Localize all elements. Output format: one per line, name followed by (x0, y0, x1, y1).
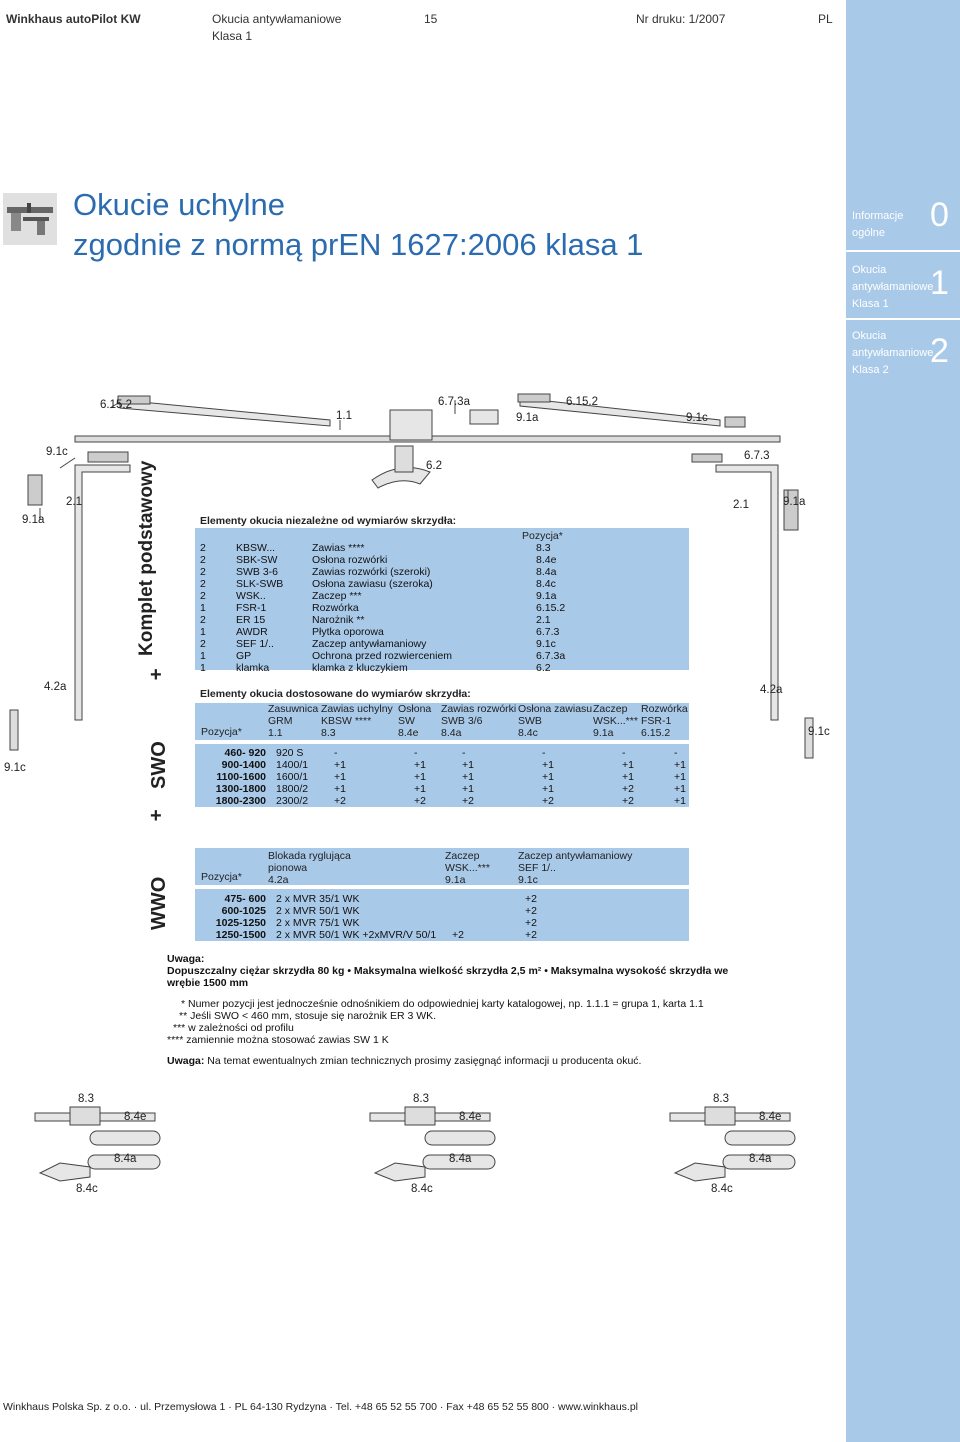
column-header (268, 850, 351, 886)
table1-pos-header: Pozycja* (522, 530, 563, 542)
table-cell: +1 (334, 783, 346, 795)
table-cell (450, 917, 523, 929)
column-header-line: KBSW **** (321, 715, 372, 727)
table-cell: +1 (334, 759, 346, 771)
column-header-line: Zawias uchylny (321, 703, 393, 715)
label-4-2a: 4.2a (760, 684, 783, 696)
tab-label: antywłamaniowe (852, 281, 934, 293)
table-cell (450, 905, 523, 917)
label-6-7-3a: 6.7.3a (438, 396, 470, 408)
hinge-label: 8.4a (114, 1153, 137, 1165)
table-row (198, 566, 567, 578)
hinge-drawing (30, 1103, 170, 1193)
table-cell: 2 (200, 590, 206, 602)
column-header-line: pionowa (268, 862, 308, 874)
label-6-2: 6.2 (426, 460, 442, 472)
column-header-line: 4.2a (268, 874, 289, 886)
column-header-line: SWB 3/6 (441, 715, 483, 727)
table-cell: - (414, 747, 418, 759)
label-9-1c: 9.1c (46, 446, 68, 458)
note-weight-limits: Dopuszczalny ciężar skrzydła 80 kg • Maksymalna wielkość skrzydła 2,5 m² • Maksymalna wysokość skrzydła we (167, 965, 729, 977)
table-cell: +2 (542, 795, 554, 807)
size-range: 460- 920 (224, 747, 266, 759)
column-header-line: WSK...*** (445, 862, 490, 874)
window-profile-icon (3, 193, 57, 245)
section-label-komplet (136, 460, 157, 656)
table-cell: KBSW... (236, 542, 276, 554)
page-title-line1: Okucie uchylne (73, 187, 285, 222)
plus-sign: + (150, 805, 162, 827)
table-cell: 1400/1 (276, 759, 309, 771)
column-header-line: Blokada ryglująca (268, 850, 351, 862)
table-row (198, 590, 567, 602)
column-header-line: 8.4e (398, 727, 419, 739)
tab-number: 0 (930, 196, 949, 234)
table-cell: +1 (542, 783, 554, 795)
table-cell: klamka z kluczykiem (312, 662, 408, 674)
hinge-label: 8.3 (413, 1093, 429, 1105)
label-9-1a: 9.1a (783, 496, 806, 508)
notes-block (167, 953, 837, 989)
size-range: 1250-1500 (215, 929, 266, 941)
column-header-line: 8.3 (321, 727, 336, 739)
column-header (518, 850, 632, 886)
size-range: 1025-1250 (215, 917, 266, 929)
footnotes (167, 998, 837, 1046)
column-header-line: Zaczep (445, 850, 480, 862)
footer-address: Winkhaus Polska Sp. z o.o. · ul. Przemysłowa 1 · PL 64-130 Rydzyna · Tel. +48 65 52 55 700 · Fax +48 65 52 55 800 · www.winkhaus.pl (3, 1401, 639, 1413)
tab-klasa-1[interactable] (852, 262, 933, 313)
label-1-1: 1.1 (336, 410, 352, 422)
table-cell: +2 (525, 929, 537, 941)
label-6-7-3: 6.7.3 (744, 450, 770, 462)
table-cell: +1 (414, 759, 426, 771)
tab-divider (846, 250, 960, 252)
label-9-1c: 9.1c (808, 726, 830, 738)
table-cell: 1800/2 (276, 783, 309, 795)
table-row (198, 626, 567, 638)
table-cell: +1 (674, 771, 686, 783)
table-cell: GP (236, 650, 252, 662)
column-header (518, 703, 592, 739)
table-row (198, 905, 539, 917)
tab-number: 1 (930, 264, 949, 302)
column-header-line: SW (398, 715, 415, 727)
table-cell: AWDR (236, 626, 268, 638)
table-cell: 2300/2 (276, 795, 309, 807)
section-label-swo: SWO (148, 741, 170, 789)
column-header (441, 703, 516, 739)
print-number: Nr druku: 1/2007 (636, 12, 726, 26)
table-cell: - (622, 747, 626, 759)
footnote-2: ** Jeśli SWO < 460 mm, stosuje się narożnik ER 3 WK. (179, 1010, 437, 1022)
note-heading: Uwaga: (167, 1055, 205, 1067)
table-cell: 6.7.3a (536, 650, 566, 662)
hinge-drawing (365, 1103, 505, 1193)
table-cell: +2 (414, 795, 426, 807)
table-cell: 2 x MVR 50/1 WK (276, 905, 360, 917)
tab-label: Klasa 2 (852, 364, 889, 376)
column-header-line: Zaczep antywłamaniowy (518, 850, 633, 862)
table-cell: 9.1a (536, 590, 557, 602)
header-category: Okucia antywłamaniowe (212, 12, 342, 26)
tab-label: Okucia (852, 330, 887, 342)
table-cell (450, 893, 523, 905)
table-row (198, 554, 567, 566)
table-row (198, 747, 716, 759)
table-cell: +2 (525, 917, 537, 929)
table-cell: Osłona rozwórki (312, 554, 388, 566)
table-cell: +1 (414, 783, 426, 795)
table-cell: - (334, 747, 338, 759)
table2 (198, 747, 716, 807)
table-cell: SEF 1/.. (236, 638, 274, 650)
tab-label: Klasa 1 (852, 298, 889, 310)
note-changes-text: Na temat ewentualnych zmian technicznych prosimy zasięgnąć informacji u producenta okuć. (207, 1055, 642, 1067)
plus-sign: + (150, 664, 162, 686)
column-header-line: Rozwórka (641, 703, 688, 715)
footnote-4: **** zamiennie można stosować zawias SW 1 K (167, 1034, 389, 1046)
table-cell: 8.4c (536, 578, 556, 590)
hinge-label: 8.4e (459, 1111, 482, 1123)
hinge-label: 8.4c (411, 1183, 433, 1195)
column-header-line: Zawias rozwórki (441, 703, 517, 715)
column-header-line: 8.4c (518, 727, 538, 739)
table-cell: SBK-SW (236, 554, 278, 566)
note-changes (167, 1055, 837, 1067)
table2-pos-label: Pozycja* (201, 726, 242, 738)
table-cell: 6.2 (536, 662, 551, 674)
size-range: 475- 600 (224, 893, 266, 905)
table-row (198, 795, 716, 807)
table-cell: +1 (462, 771, 474, 783)
column-header (398, 703, 431, 739)
brand-name: Winkhaus autoPilot KW (6, 12, 141, 26)
column-header-line: 1.1 (268, 727, 283, 739)
column-header (321, 703, 393, 739)
column-header-line: GRM (268, 715, 293, 727)
table3 (198, 893, 539, 941)
column-header-line: Zaczep (593, 703, 628, 715)
table-cell: +2 (622, 795, 634, 807)
table-cell: 6.7.3 (536, 626, 560, 638)
table-cell: Zaczep *** (312, 590, 362, 602)
table-cell: FSR-1 (236, 602, 267, 614)
table-cell: +2 (462, 795, 474, 807)
label-2-1: 2.1 (733, 499, 749, 511)
table-cell: Ochrona przed rozwierceniem (312, 650, 453, 662)
label-9-1c: 9.1c (686, 412, 708, 424)
size-range: 1300-1800 (215, 783, 266, 795)
size-range: 1800-2300 (215, 795, 266, 807)
label-6-15-2: 6.15.2 (100, 399, 132, 411)
section-label-wwo: WWO (148, 876, 170, 930)
table-cell: +1 (622, 771, 634, 783)
table-cell: +2 (525, 893, 537, 905)
note-heading: Uwaga: (167, 953, 205, 965)
column-header-line: SWB (518, 715, 542, 727)
table-cell: +1 (462, 783, 474, 795)
table-row (198, 783, 716, 795)
table-cell: 2 x MVR 50/1 WK +2xMVR/V 50/1 (276, 929, 437, 941)
column-header-line: 9.1a (593, 727, 614, 739)
table-row (198, 650, 567, 662)
hinge-drawing (665, 1103, 805, 1193)
table-cell: 2 (200, 542, 206, 554)
label-9-1c: 9.1c (4, 762, 26, 774)
table-cell: 2 x MVR 35/1 WK (276, 893, 360, 905)
table-cell: klamka (236, 662, 270, 674)
tab-label: Okucia (852, 264, 887, 276)
hinge-label: 8.4e (759, 1111, 782, 1123)
column-header (641, 703, 688, 739)
table-cell: +1 (334, 771, 346, 783)
table-cell: - (462, 747, 466, 759)
label-2-1: 2.1 (66, 496, 82, 508)
table-cell: SLK-SWB (236, 578, 284, 590)
table-cell: SWB 3-6 (236, 566, 279, 578)
table-cell: +2 (622, 783, 634, 795)
table-cell: +1 (414, 771, 426, 783)
section-label-text: Komplet podstawowy (136, 460, 157, 656)
table-cell: +2 (525, 905, 537, 917)
tab-label: antywłamaniowe (852, 347, 934, 359)
table-row (198, 614, 567, 626)
table-cell: 2 x MVR 75/1 WK (276, 917, 360, 929)
table-row (198, 638, 567, 650)
column-header-line: Osłona (398, 703, 432, 715)
table-cell: 1600/1 (276, 771, 309, 783)
table-cell: +2 (452, 929, 464, 941)
table-cell: 8.4e (536, 554, 557, 566)
tab-informacje[interactable] (852, 208, 903, 242)
table-cell: 6.15.2 (536, 602, 566, 614)
footnote-3: *** w zależności od profilu (173, 1022, 294, 1034)
table-cell: 1 (200, 650, 206, 662)
column-header (268, 703, 318, 739)
table-cell: Narożnik ** (312, 614, 365, 626)
table-cell: 2 (200, 578, 206, 590)
table-row (198, 602, 567, 614)
table-cell: 2 (200, 566, 206, 578)
column-header-line: Osłona zawiasu (518, 703, 593, 715)
column-header-line: 6.15.2 (641, 727, 671, 739)
table-row (198, 917, 539, 929)
size-range: 900-1400 (221, 759, 266, 771)
column-header-line: SEF 1/.. (518, 862, 556, 874)
column-header (445, 850, 490, 886)
table-row (198, 893, 539, 905)
hinge-label: 8.4c (711, 1183, 733, 1195)
table-cell: ER 15 (236, 614, 266, 626)
language-code: PL (818, 12, 833, 26)
column-header (593, 703, 638, 739)
page-number: 15 (424, 12, 438, 26)
table-cell: Zaczep antywłamaniowy (312, 638, 427, 650)
table-cell: +2 (334, 795, 346, 807)
table-row (198, 542, 567, 554)
hinge-label: 8.3 (713, 1093, 729, 1105)
column-header-line: FSR-1 (641, 715, 672, 727)
table3-pos-label: Pozycja* (201, 871, 242, 883)
size-range: 600-1025 (221, 905, 266, 917)
hinge-label: 8.4e (124, 1111, 147, 1123)
column-header-line: 8.4a (441, 727, 462, 739)
table-cell: 8.3 (536, 542, 551, 554)
footnote-1: * Numer pozycji jest jednocześnie odnośnikiem do odpowiedniej karty katalogowej, np. 1.1.1 = grupa 1, karta 1.1 (181, 998, 704, 1010)
tab-label: ogólne (852, 227, 886, 239)
table-cell: 1 (200, 626, 206, 638)
table-cell: 8.4a (536, 566, 557, 578)
table-cell: Rozwórka (312, 602, 359, 614)
table-cell: +1 (674, 783, 686, 795)
tab-number: 2 (930, 332, 949, 370)
table-cell: +1 (462, 759, 474, 771)
table-cell: 2 (200, 614, 206, 626)
page-title-line2: zgodnie z normą prEN 1627:2006 klasa 1 (73, 227, 644, 262)
label-6-15-2: 6.15.2 (566, 396, 598, 408)
table-cell: +1 (622, 759, 634, 771)
table-cell: - (674, 747, 678, 759)
column-header-line: WSK...*** (593, 715, 638, 727)
hinge-label: 8.4a (449, 1153, 472, 1165)
hinge-label: 8.3 (78, 1093, 94, 1105)
label-9-1a: 9.1a (516, 412, 539, 424)
tab-klasa-2[interactable] (852, 328, 933, 379)
table-cell: WSK.. (236, 590, 266, 602)
table-cell: 2 (200, 638, 206, 650)
size-range: 1100-1600 (216, 771, 266, 783)
table-cell: 2 (200, 554, 206, 566)
table-cell: Zawias rozwórki (szeroki) (312, 566, 431, 578)
table-cell: - (542, 747, 546, 759)
table-cell: 9.1c (536, 638, 556, 650)
table1 (198, 542, 567, 674)
column-header-line: 9.1c (518, 874, 538, 886)
table-row (198, 662, 567, 674)
note-height-limit: wrębie 1500 mm (167, 977, 249, 989)
table-cell: 1 (200, 602, 206, 614)
table-cell: Płytka oporowa (312, 626, 384, 638)
column-header-line: 9.1a (445, 874, 466, 886)
header-class: Klasa 1 (212, 29, 253, 43)
tab-label: Informacje (852, 210, 904, 222)
hinge-label: 8.4a (749, 1153, 772, 1165)
table-cell: +1 (674, 759, 686, 771)
table1-title: Elementy okucia niezależne od wymiarów skrzydła: (200, 515, 457, 527)
label-4-2a: 4.2a (44, 681, 67, 693)
table-cell: Osłona zawiasu (szeroka) (312, 578, 433, 590)
table-cell: +1 (674, 795, 686, 807)
label-9-1a: 9.1a (22, 514, 45, 526)
hinge-label: 8.4c (76, 1183, 98, 1195)
table-cell: +1 (542, 759, 554, 771)
table-row (198, 929, 539, 941)
table2-title: Elementy okucia dostosowane do wymiarów skrzydła: (200, 688, 471, 700)
table-cell: 1 (200, 662, 206, 674)
table-cell: Zawias **** (312, 542, 365, 554)
table-cell: 920 S (276, 747, 304, 759)
table-row (198, 578, 567, 590)
table-cell: +1 (542, 771, 554, 783)
tab-divider (846, 318, 960, 320)
table-row (198, 759, 716, 771)
column-header-line: Zasuwnica (268, 703, 319, 715)
table-cell: 2.1 (536, 614, 551, 626)
table-row (198, 771, 716, 783)
